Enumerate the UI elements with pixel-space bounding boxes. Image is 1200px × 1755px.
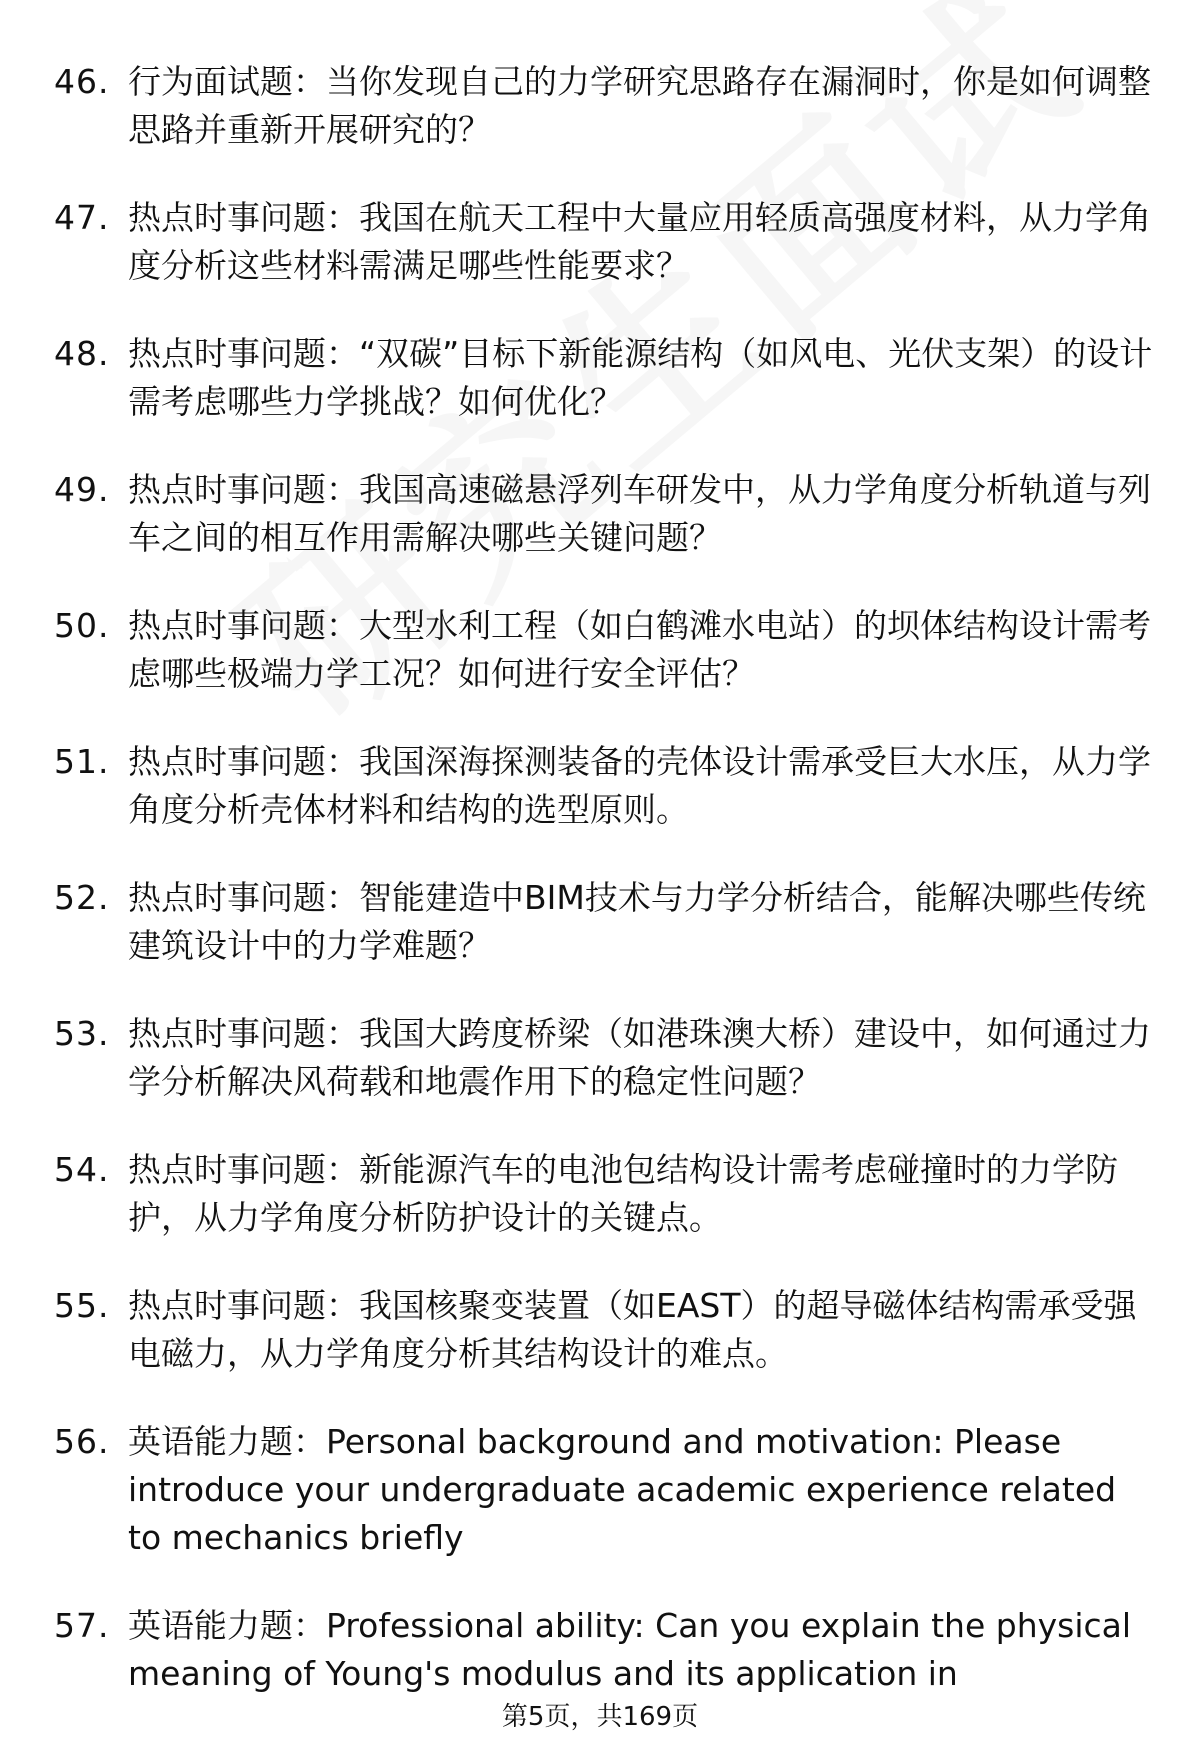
list-item [0, 874, 1200, 970]
question-text: 热点时事问题：我国在航天工程中大量应用轻质高强度材料，从力学角度分析这些材料需满足哪些性能要求？ [128, 198, 1151, 285]
list-item [0, 1282, 1200, 1378]
question-number: 50. [54, 606, 110, 645]
question-text: 热点时事问题：“双碳”目标下新能源结构（如风电、光伏支架）的设计需考虑哪些力学挑战？如何优化？ [128, 334, 1153, 421]
question-number: 54. [54, 1150, 110, 1189]
question-text: 英语能力题：Personal background and motivation: Please introduce your undergraduate academic experience related to mechanics briefly [128, 1422, 1117, 1557]
list-item [0, 194, 1200, 290]
question-text: 热点时事问题：新能源汽车的电池包结构设计需考虑碰撞时的力学防护，从力学角度分析防护设计的关键点。 [128, 1150, 1118, 1237]
question-text: 英语能力题：Professional ability: Can you explain the physical meaning of Young's modulus and its application in [128, 1606, 1132, 1693]
list-item [0, 1418, 1200, 1562]
question-text: 热点时事问题：智能建造中BIM技术与力学分析结合，能解决哪些传统建筑设计中的力学难题？ [128, 878, 1146, 965]
question-text: 行为面试题：当你发现自己的力学研究思路存在漏洞时，你是如何调整思路并重新开展研究的？ [128, 62, 1151, 149]
list-item [0, 602, 1200, 698]
question-number: 53. [54, 1014, 110, 1053]
question-number: 46. [54, 62, 110, 101]
question-number: 51. [54, 742, 110, 781]
question-text: 热点时事问题：我国深海探测装备的壳体设计需承受巨大水压，从力学角度分析壳体材料和结构的选型原则。 [128, 742, 1151, 829]
list-item [0, 1602, 1200, 1698]
question-text: 热点时事问题：大型水利工程（如白鹤滩水电站）的坝体结构设计需考虑哪些极端力学工况？如何进行安全评估？ [128, 606, 1151, 693]
question-number: 48. [54, 334, 110, 373]
list-item [0, 1010, 1200, 1106]
list-item [0, 58, 1200, 154]
question-text: 热点时事问题：我国核聚变装置（如EAST）的超导磁体结构需承受强电磁力，从力学角度分析其结构设计的难点。 [128, 1286, 1137, 1373]
question-text: 热点时事问题：我国高速磁悬浮列车研发中，从力学角度分析轨道与列车之间的相互作用需解决哪些关键问题？ [128, 470, 1151, 557]
list-item [0, 1146, 1200, 1242]
question-number: 57. [54, 1606, 110, 1645]
list-item [0, 466, 1200, 562]
question-number: 55. [54, 1286, 110, 1325]
question-number: 49. [54, 470, 110, 509]
list-item [0, 738, 1200, 834]
question-text: 热点时事问题：我国大跨度桥梁（如港珠澳大桥）建设中，如何通过力学分析解决风荷载和地震作用下的稳定性问题？ [128, 1014, 1151, 1101]
page-number-footer: 第5页，共169页 [501, 1702, 699, 1732]
list-item [0, 330, 1200, 426]
question-list [0, 58, 1200, 1738]
question-number: 56. [54, 1422, 110, 1461]
question-number: 52. [54, 878, 110, 917]
question-number: 47. [54, 198, 110, 237]
